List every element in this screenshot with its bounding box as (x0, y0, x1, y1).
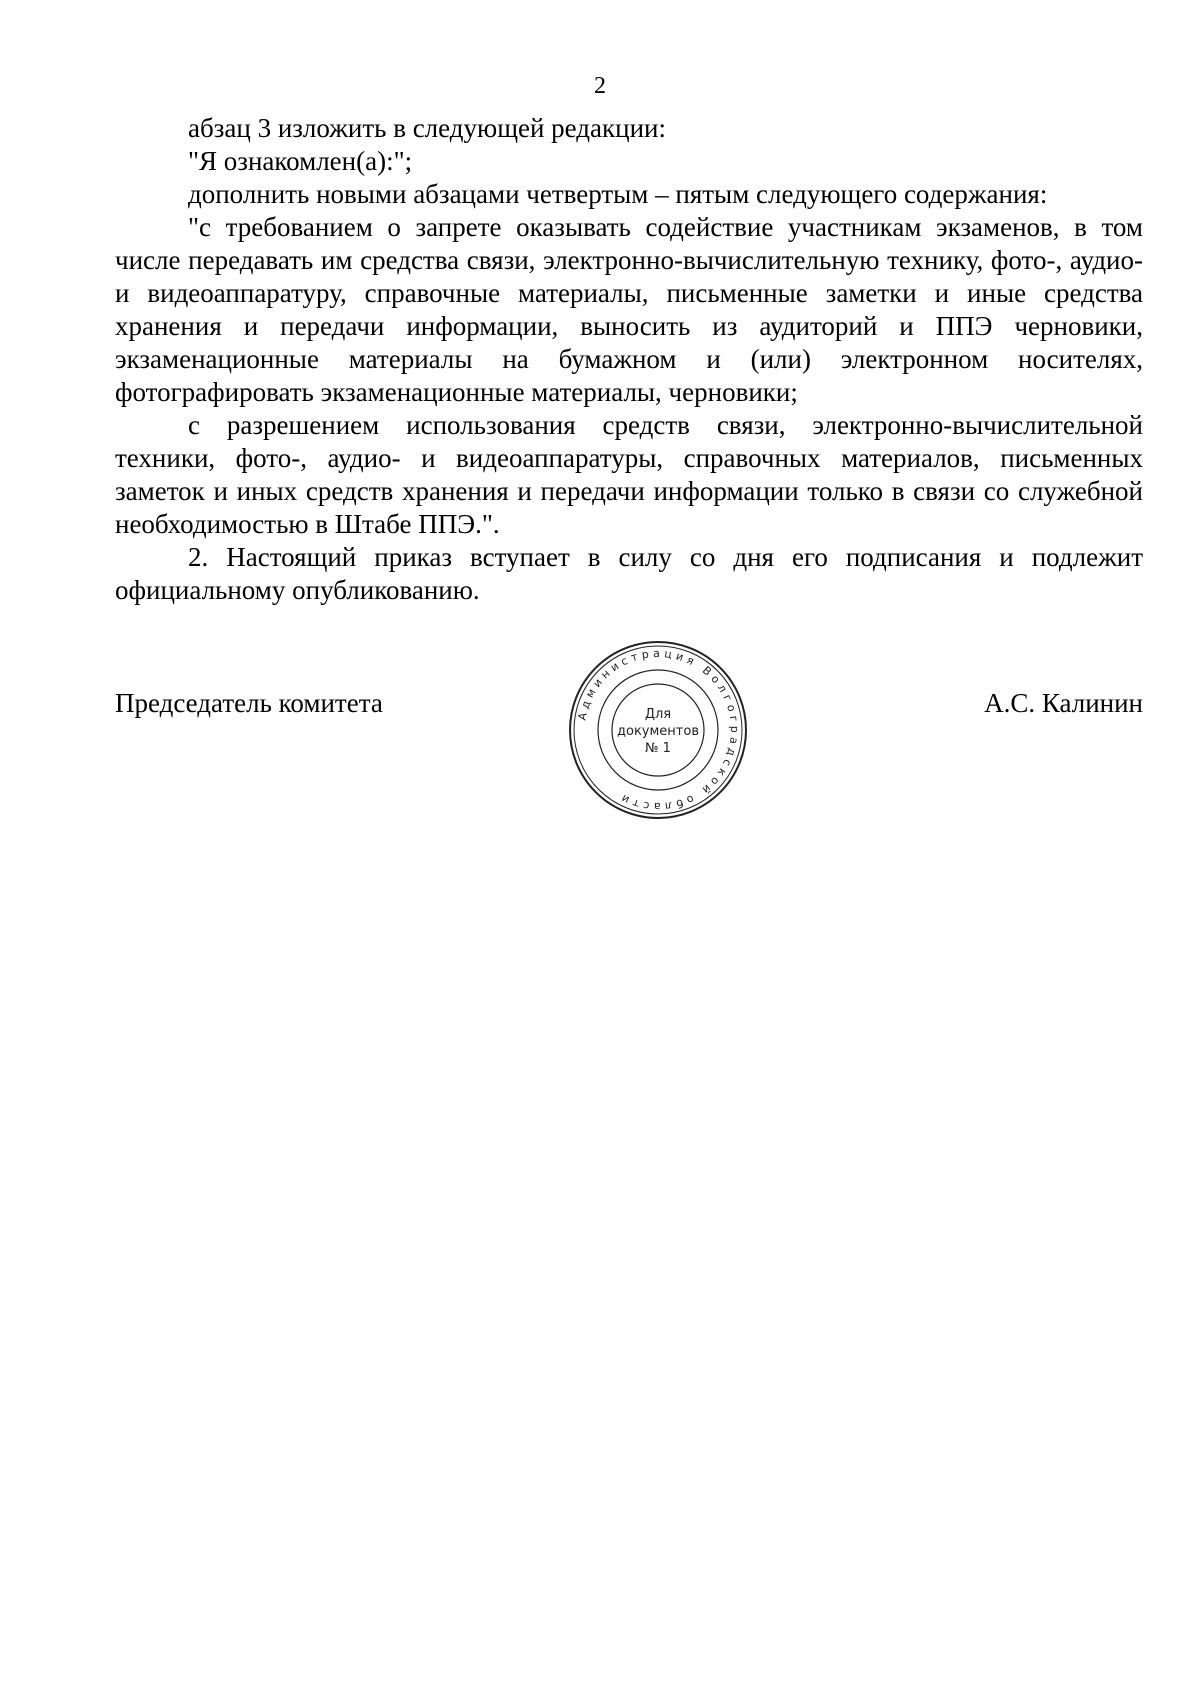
stamp-inner-line-3: № 1 (645, 741, 671, 756)
paragraph-supplement-intro: дополнить новыми абзацами четвертым – пятым следующего содержания: (188, 179, 1048, 209)
signature-block (115, 635, 1143, 825)
paragraph-amend-intro: абзац 3 изложить в следующей редакции: (188, 113, 666, 143)
official-stamp (563, 635, 753, 825)
paragraph-effective-date: 2. Настоящий приказ вступает в силу со дня его подписания и подлежит официальному опубликованию. (115, 542, 1143, 605)
document-body (115, 112, 1143, 607)
signer-title: Председатель комитета (115, 688, 383, 718)
page-number: 2 (594, 73, 606, 99)
stamp-inner-line-1: Для (644, 707, 672, 722)
stamp-inner-line-2: документов (617, 724, 699, 739)
signer-name: А.С. Калинин (984, 688, 1143, 718)
paragraph-permission: с разрешением использования средств связи, электронно-вычислительной техники, фото-, аудио- и видеоаппаратуры, справочных материалов, письменных заметок и иных средств хранения и передачи информации только в связи со служебной необходимостью в Штабе ППЭ.". (115, 410, 1143, 539)
paragraph-requirement: "с требованием о запрете оказывать содействие участникам экзаменов, в том числе передавать им средства связи, электронно-вычислительную технику, фото-, аудио- и видеоаппаратуру, справочные материалы, письменные заметки и иные средства хранения и передачи информации, выносить из аудиторий и ППЭ черновики, экзаменационные материалы на бумажном и (или) электронном носителях, фотографировать экзаменационные материалы, черновики; (115, 212, 1143, 407)
stamp-outer-text: Администрация Волгоградской области (575, 646, 742, 814)
paragraph-quoted-text: "Я ознакомлен(а):"; (188, 146, 413, 176)
